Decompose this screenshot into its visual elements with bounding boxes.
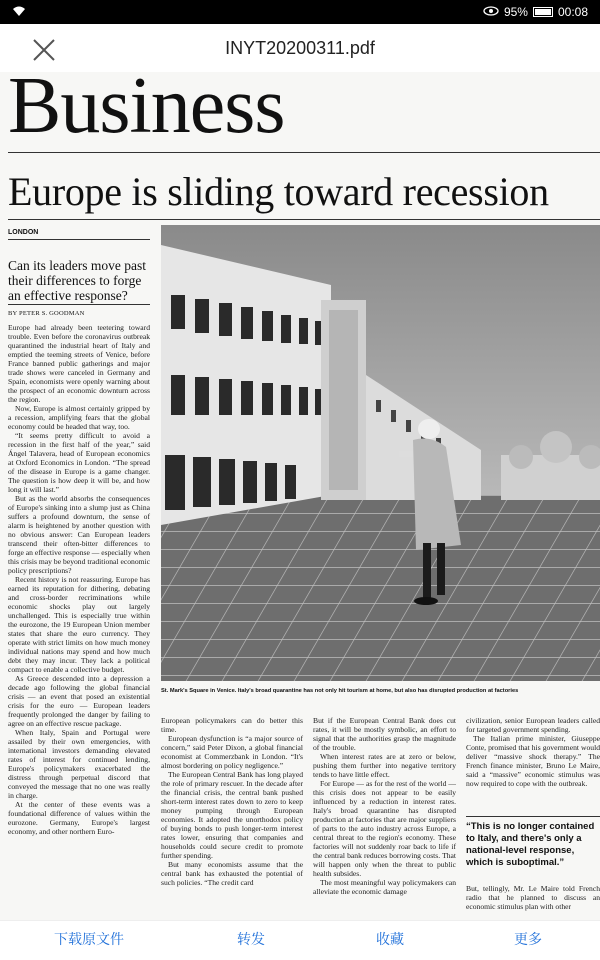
section-name: Business: [8, 72, 285, 150]
paragraph: As Greece descended into a depression a decade ago following the global financial crisis — an event that posed an existential crisis for the euro — European leaders frequently prolonged the danger by failing to agree on an effective rescue package.: [8, 674, 150, 728]
deck-bottom-rule: [8, 304, 150, 305]
pdf-page[interactable]: [0, 72, 600, 920]
paragraph: Recent history is not reassuring. Europe has earned its reputation for dithering, debating and cross-border recriminations while economic shocks play out largely unchallenged. This is especially true within the eurozone, the 19 European Union member states that share the euro currency. They operate with strict limits on how much money individual nations may spend and how much debt they may incur. They lack a political compact to enable a collective budget.: [8, 575, 150, 674]
column-1: [8, 323, 150, 836]
quote-rule: [466, 816, 600, 817]
paragraph: For Europe — as for the rest of the world — this crisis does not appear to be easily influenced by a reduction in interest rates. Italy's broad quarantine has disrupted production at factories that are major suppliers of parts to the auto industry across Europe, a central threat to the region's economy. These factories will not suddenly roar back to life if the central bank reduces borrowing costs. That will happen only when the threat to public health subsides.: [313, 779, 456, 878]
column-3: [313, 716, 456, 896]
headline-rule: [8, 219, 600, 220]
article-photo: [161, 225, 600, 681]
photo-caption: St. Mark's Square in Venice. Italy's broad quarantine has not only hit tourism at home, but also has disrupted production at factories: [161, 688, 519, 694]
forward-button[interactable]: 转发: [237, 932, 265, 948]
pull-quote: “This is no longer contained to Italy, and there's only a national-level response, which is suboptimal.”: [466, 821, 595, 868]
column-4: [466, 716, 600, 788]
battery-icon: [533, 7, 553, 17]
eye-icon: [483, 5, 499, 19]
column-2: [161, 716, 303, 887]
paragraph: When Italy, Spain and Portugal were assailed by their own emergencies, with international investors demanding elevated rates of interest for continued lending, Europe's policymakers exacerbated the distress through perpetual discord that conveyed the message that no one was really in charge.: [8, 728, 150, 800]
deck-top-rule: [8, 239, 150, 240]
paragraph: But, tellingly, Mr. Le Maire told French radio that he planned to discuss an economic stimulus plan with other: [466, 884, 600, 911]
paragraph: The Italian prime minister, Giuseppe Conte, promised that his government would deliver “massive shock therapy.” The French finance minister, Bruno Le Maire, said a “massive” economic stimulus was now required to cope with the outbreak.: [466, 734, 600, 788]
battery-percent: 95%: [503, 5, 528, 19]
deck: Can its leaders move past their differences to forge an effective response?: [8, 258, 146, 303]
paragraph: But as the world absorbs the consequences of Europe's sinking into a slump just as China suffers a profound downturn, the sense of alarm is heightened by another question with no obvious answer: Can European leaders transcend their often-bitter differences to forge an effective response — especially when this crisis may be beyond traditional economic policy prescriptions?: [8, 494, 150, 575]
headline: Europe is sliding toward recession: [8, 169, 549, 214]
paragraph: Now, Europe is almost certainly gripped by a recession, amplifying fears that the global economy could be headed that way, too.: [8, 404, 150, 431]
paragraph: The European Central Bank has long played the role of primary rescuer. In the decade after the financial crisis, the central bank pushed short-term interest rates down to zero to keep money pumping through European economies. It adopted the unorthodox policy of buying bonds to push longer-term interest rates lower, ensuring that companies and households could secure credit to promote further spending.: [161, 770, 303, 860]
section-rule: [8, 152, 600, 153]
paragraph: But if the European Central Bank does cut rates, it will be mostly symbolic, an effort to signal that the authorities grasp the magnitude of the trouble.: [313, 716, 456, 752]
paragraph: “It seems pretty difficult to avoid a recession in the first half of the year,” said Ángel Talavera, head of European economics at Oxford Economics in London. “The spread of the disease in Europe is a game changer. The question is how deep it will be, and how long it will last.”: [8, 431, 150, 494]
document-title: INYT20200311.pdf: [225, 38, 375, 58]
more-button[interactable]: 更多: [514, 932, 542, 948]
paragraph: When interest rates are at zero or below, pushing them further into negative territory tends to have little effect.: [313, 752, 456, 779]
wifi-icon: [12, 5, 26, 20]
paragraph: Europe had already been teetering toward trouble. Even before the coronavirus outbreak quarantined the industrial heart of Italy and emptied the teeming streets of Venice, before France banned public gatherings and major trade shows were canceled in Germany and Spain, economists were openly warning about the prospect of an economic downturn across the region.: [8, 323, 150, 404]
paragraph: But many economists assume that the central bank has exhausted the potential of such policies. “The credit card: [161, 860, 303, 887]
paragraph: At the center of these events was a foundational difference of values within the eurozone. Germany, Europe's largest economy, and other northern Euro-: [8, 800, 150, 836]
download-original-button[interactable]: 下载原文件: [54, 932, 124, 948]
byline: BY PETER S. GOODMAN: [8, 310, 85, 317]
favorite-button[interactable]: 收藏: [376, 932, 404, 948]
paragraph: civilization, senior European leaders called for targeted government spending.: [466, 716, 600, 734]
status-bar: [0, 0, 600, 24]
bottom-action-bar: [0, 920, 600, 960]
paragraph: The most meaningful way policymakers can alleviate the economic damage: [313, 878, 456, 896]
column-4-continued: [466, 884, 600, 911]
clock: 00:08: [557, 5, 588, 19]
title-bar: [0, 24, 600, 72]
paragraph: European dysfunction is “a major source of concern,” said Peter Dixon, a global financial economist at Commerzbank in London. “It's almost bordering on policy negligence.”: [161, 734, 303, 770]
paragraph: European policymakers can do better this time.: [161, 716, 303, 734]
dateline: LONDON: [8, 229, 39, 236]
